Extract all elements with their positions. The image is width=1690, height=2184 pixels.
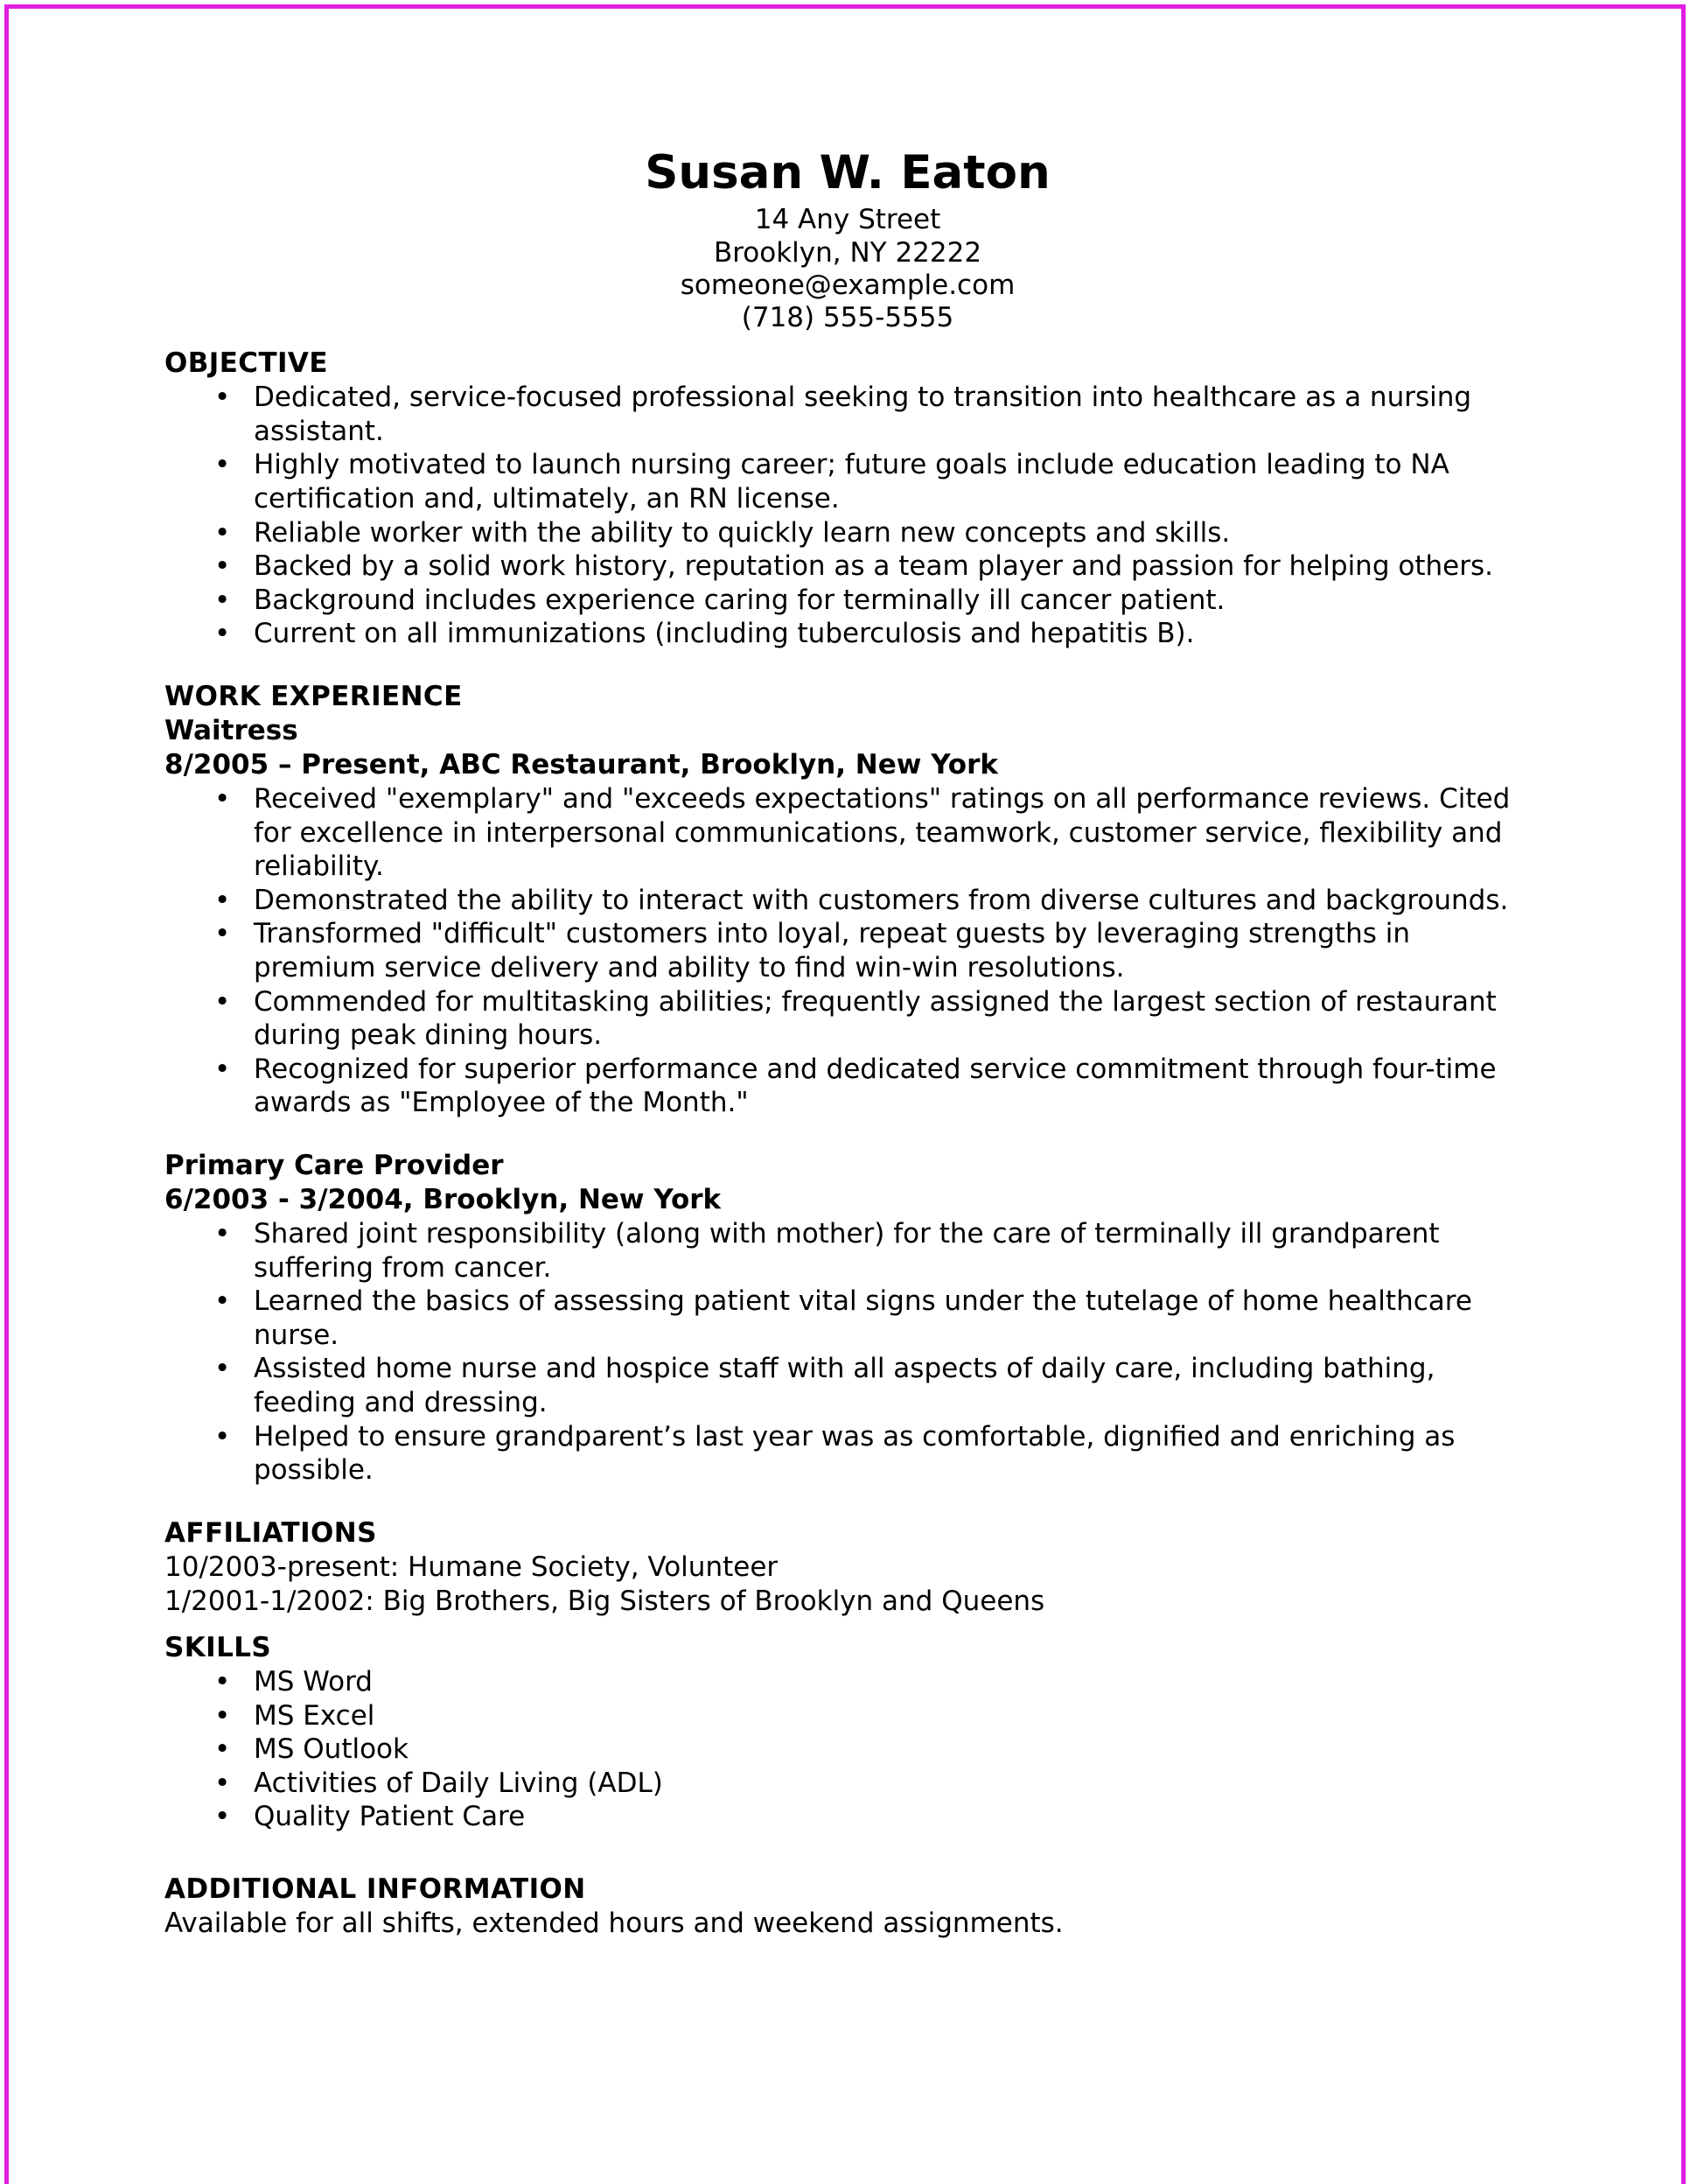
list-item-text: Commended for multitasking abilities; frequently assigned the largest section of restaurant during peak dining hours. xyxy=(254,985,1497,1052)
section-skills xyxy=(164,1631,1522,1834)
job-bullet-list xyxy=(164,782,1522,1120)
spacer xyxy=(164,651,1522,680)
bullet-dot-icon: • xyxy=(214,1699,231,1732)
list-item-text: Shared joint responsibility (along with mother) for the care of terminally ill grandparent suffering from cancer. xyxy=(254,1218,1440,1284)
bullet-dot-icon: • xyxy=(214,884,231,916)
spacer xyxy=(164,1120,1522,1149)
list-item xyxy=(164,1800,1522,1834)
bullet-dot-icon: • xyxy=(214,1053,231,1085)
skills-bullet-list xyxy=(164,1665,1522,1834)
list-item xyxy=(164,584,1522,618)
job-title: Waitress xyxy=(164,714,298,746)
list-item xyxy=(164,1217,1522,1284)
job-entry xyxy=(164,714,1522,1120)
affiliation-entry: 10/2003-present: Humane Society, Volunteer xyxy=(164,1550,779,1583)
job-entry xyxy=(164,1149,1522,1488)
bullet-dot-icon: • xyxy=(214,449,231,481)
job-dates-employer: 8/2005 – Present, ABC Restaurant, Brooklyn, New York xyxy=(164,749,999,780)
list-item xyxy=(164,917,1522,984)
list-item xyxy=(164,782,1522,884)
section-objective xyxy=(164,346,1522,651)
list-item xyxy=(164,516,1522,550)
list-item xyxy=(164,1420,1522,1488)
bullet-dot-icon: • xyxy=(214,1801,231,1833)
affiliation-entry: 1/2001-1/2002: Big Brothers, Big Sisters of Brooklyn and Queens xyxy=(164,1585,1045,1617)
resume-content xyxy=(164,147,1522,1941)
list-item-text: Demonstrated the ability to interact with customers from diverse cultures and backgrounds. xyxy=(254,884,1509,916)
additional-information-heading: ADDITIONAL INFORMATION xyxy=(164,1872,586,1905)
list-item xyxy=(164,448,1522,515)
bullet-dot-icon: • xyxy=(214,1767,231,1799)
section-affiliations xyxy=(164,1516,1522,1619)
list-item xyxy=(164,617,1522,651)
bullet-dot-icon: • xyxy=(214,516,231,549)
job-bullet-list xyxy=(164,1217,1522,1488)
list-item xyxy=(164,550,1522,584)
affiliations-heading: AFFILIATIONS xyxy=(164,1516,377,1549)
list-item xyxy=(164,381,1522,448)
list-item-text: Backed by a solid work history, reputation as a team player and passion for helping others. xyxy=(254,550,1493,583)
list-item-text: Assisted home nurse and hospice staff with all aspects of daily care, including bathing, feeding and dressing. xyxy=(254,1353,1435,1419)
list-item-text: Received "exemplary" and "exceeds expectations" ratings on all performance reviews. Cited for excellence in interpersonal communications, teamwork, customer service, flexibility and reliability. xyxy=(254,783,1511,883)
list-item-text: Highly motivated to launch nursing career; future goals include education leading to NA certification and, ultimately, an RN license. xyxy=(254,449,1449,514)
contact-city-state-zip: Brooklyn, NY 22222 xyxy=(713,236,982,269)
contact-phone: (718) 555-5555 xyxy=(741,301,954,333)
bullet-dot-icon: • xyxy=(214,1420,231,1452)
list-item-text: Background includes experience caring for terminally ill cancer patient. xyxy=(254,584,1226,616)
list-item-text: Transformed "difficult" customers into loyal, repeat guests by leveraging strengths in premium service delivery and ability to find win-win resolutions. xyxy=(254,918,1410,984)
bullet-dot-icon: • xyxy=(214,1353,231,1385)
list-item xyxy=(164,1284,1522,1352)
bullet-dot-icon: • xyxy=(214,382,231,414)
bullet-dot-icon: • xyxy=(214,783,231,816)
section-additional-information xyxy=(164,1872,1522,1941)
resume-header xyxy=(164,147,1522,334)
bullet-dot-icon: • xyxy=(214,985,231,1018)
list-item xyxy=(164,1699,1522,1733)
bullet-dot-icon: • xyxy=(214,1733,231,1766)
list-item-text: Quality Patient Care xyxy=(254,1801,526,1833)
skills-heading: SKILLS xyxy=(164,1631,272,1663)
bullet-dot-icon: • xyxy=(214,918,231,950)
candidate-name: Susan W. Eaton xyxy=(645,146,1051,200)
objective-heading: OBJECTIVE xyxy=(164,347,328,380)
list-item xyxy=(164,1767,1522,1801)
spacer xyxy=(164,1619,1522,1631)
objective-bullet-list xyxy=(164,381,1522,651)
list-item xyxy=(164,884,1522,918)
bullet-dot-icon: • xyxy=(214,1218,231,1250)
work-experience-heading: WORK EXPERIENCE xyxy=(164,680,463,712)
spacer xyxy=(164,1834,1522,1872)
job-title: Primary Care Provider xyxy=(164,1149,504,1181)
additional-information-text: Available for all shifts, extended hours and weekend assignments. xyxy=(164,1908,1064,1940)
contact-street: 14 Any Street xyxy=(754,204,941,236)
bullet-dot-icon: • xyxy=(214,1285,231,1318)
list-item-text: Reliable worker with the ability to quickly learn new concepts and skills. xyxy=(254,516,1231,549)
contact-email: someone@example.com xyxy=(680,269,1016,301)
list-item-text: Helped to ensure grandparent’s last year was as comfortable, dignified and enriching as possible. xyxy=(254,1420,1456,1487)
list-item-text: Current on all immunizations (including tuberculosis and hepatitis B). xyxy=(254,618,1195,650)
list-item-text: Activities of Daily Living (ADL) xyxy=(254,1767,663,1799)
spacer xyxy=(164,334,1522,346)
list-item xyxy=(164,1732,1522,1767)
list-item xyxy=(164,1665,1522,1699)
bullet-dot-icon: • xyxy=(214,550,231,583)
list-item-text: Learned the basics of assessing patient vital signs under the tutelage of home healthcare nurse. xyxy=(254,1285,1472,1351)
section-work-experience xyxy=(164,680,1522,1488)
list-item-text: MS Outlook xyxy=(254,1733,409,1766)
bullet-dot-icon: • xyxy=(214,1666,231,1698)
bullet-dot-icon: • xyxy=(214,584,231,616)
bullet-dot-icon: • xyxy=(214,618,231,650)
list-item-text: MS Excel xyxy=(254,1699,375,1732)
list-item-text: Recognized for superior performance and dedicated service commitment through four-time awards as "Employee of the Month." xyxy=(254,1053,1497,1119)
list-item xyxy=(164,985,1522,1053)
list-item xyxy=(164,1053,1522,1120)
spacer xyxy=(164,1488,1522,1516)
list-item xyxy=(164,1352,1522,1419)
list-item-text: MS Word xyxy=(254,1666,373,1698)
list-item-text: Dedicated, service-focused professional seeking to transition into healthcare as a nursing assistant. xyxy=(254,382,1472,447)
job-dates-employer: 6/2003 - 3/2004, Brooklyn, New York xyxy=(164,1184,722,1216)
